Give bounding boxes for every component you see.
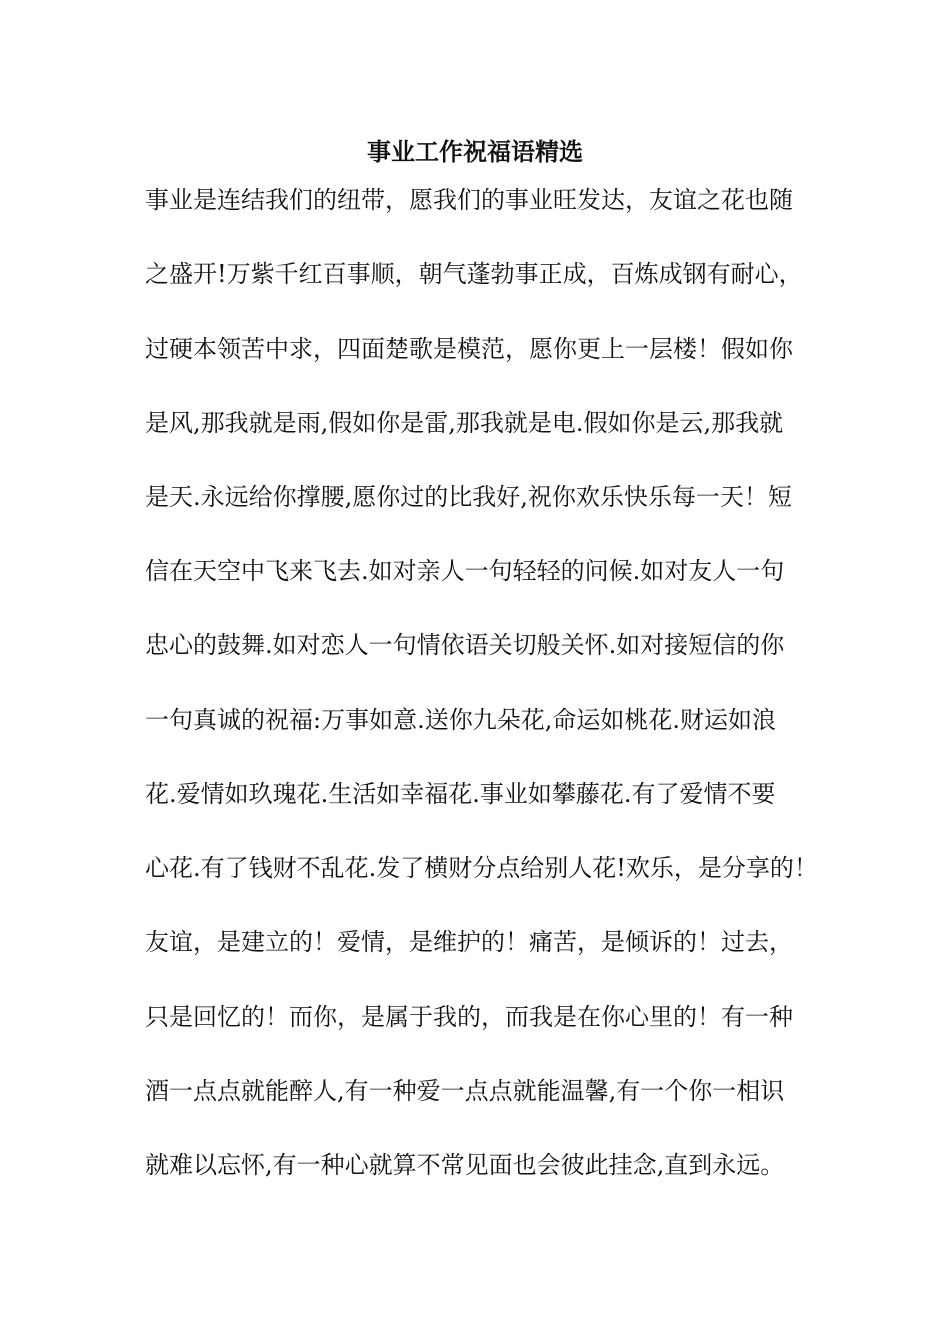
body-line-4: 是风,那我就是雨,假如你是雷,那我就是电.假如你是云,那我就 — [145, 409, 784, 437]
body-line-12: 只是回忆的！而你，是属于我的，而我是在你心里的！有一种 — [145, 1003, 793, 1031]
body-line-11: 友谊，是建立的！爱情，是维护的！痛苦，是倾诉的！过去， — [145, 928, 793, 956]
body-line-5: 是天.永远给你撑腰,愿你过的比我好,祝你欢乐快乐每一天！短 — [145, 483, 792, 511]
body-line-6: 信在天空中飞来飞去.如对亲人一句轻轻的问候.如对友人一句 — [145, 557, 785, 585]
body-line-2: 之盛开!万紫千红百事顺，朝气蓬勃事正成，百炼成钢有耐心， — [145, 260, 803, 288]
body-line-1: 事业是连结我们的纽带，愿我们的事业旺发达，友谊之花也随 — [145, 186, 793, 214]
body-line-8: 一句真诚的祝福:万事如意.送你九朵花,命运如桃花.财运如浪 — [145, 706, 776, 734]
body-line-13: 酒一点点就能醉人,有一种爱一点点就能温馨,有一个你一相识 — [145, 1077, 785, 1105]
body-line-9: 花.爱情如玖瑰花.生活如幸福花.事业如攀藤花.有了爱情不要 — [145, 780, 776, 808]
body-line-10: 心花.有了钱财不乱花.发了横财分点给别人花!欢乐，是分享的！ — [145, 854, 818, 882]
body-line-14: 就难以忘怀,有一种心就算不常见面也会彼此挂念,直到永远。 — [145, 1151, 785, 1179]
body-line-3: 过硬本领苦中求，四面楚歌是模范，愿你更上一层楼！假如你 — [145, 335, 793, 363]
document-title: 事业工作祝福语精选 — [367, 137, 583, 166]
body-line-7: 忠心的鼓舞.如对恋人一句情依语关切般关怀.如对接短信的你 — [145, 631, 785, 659]
